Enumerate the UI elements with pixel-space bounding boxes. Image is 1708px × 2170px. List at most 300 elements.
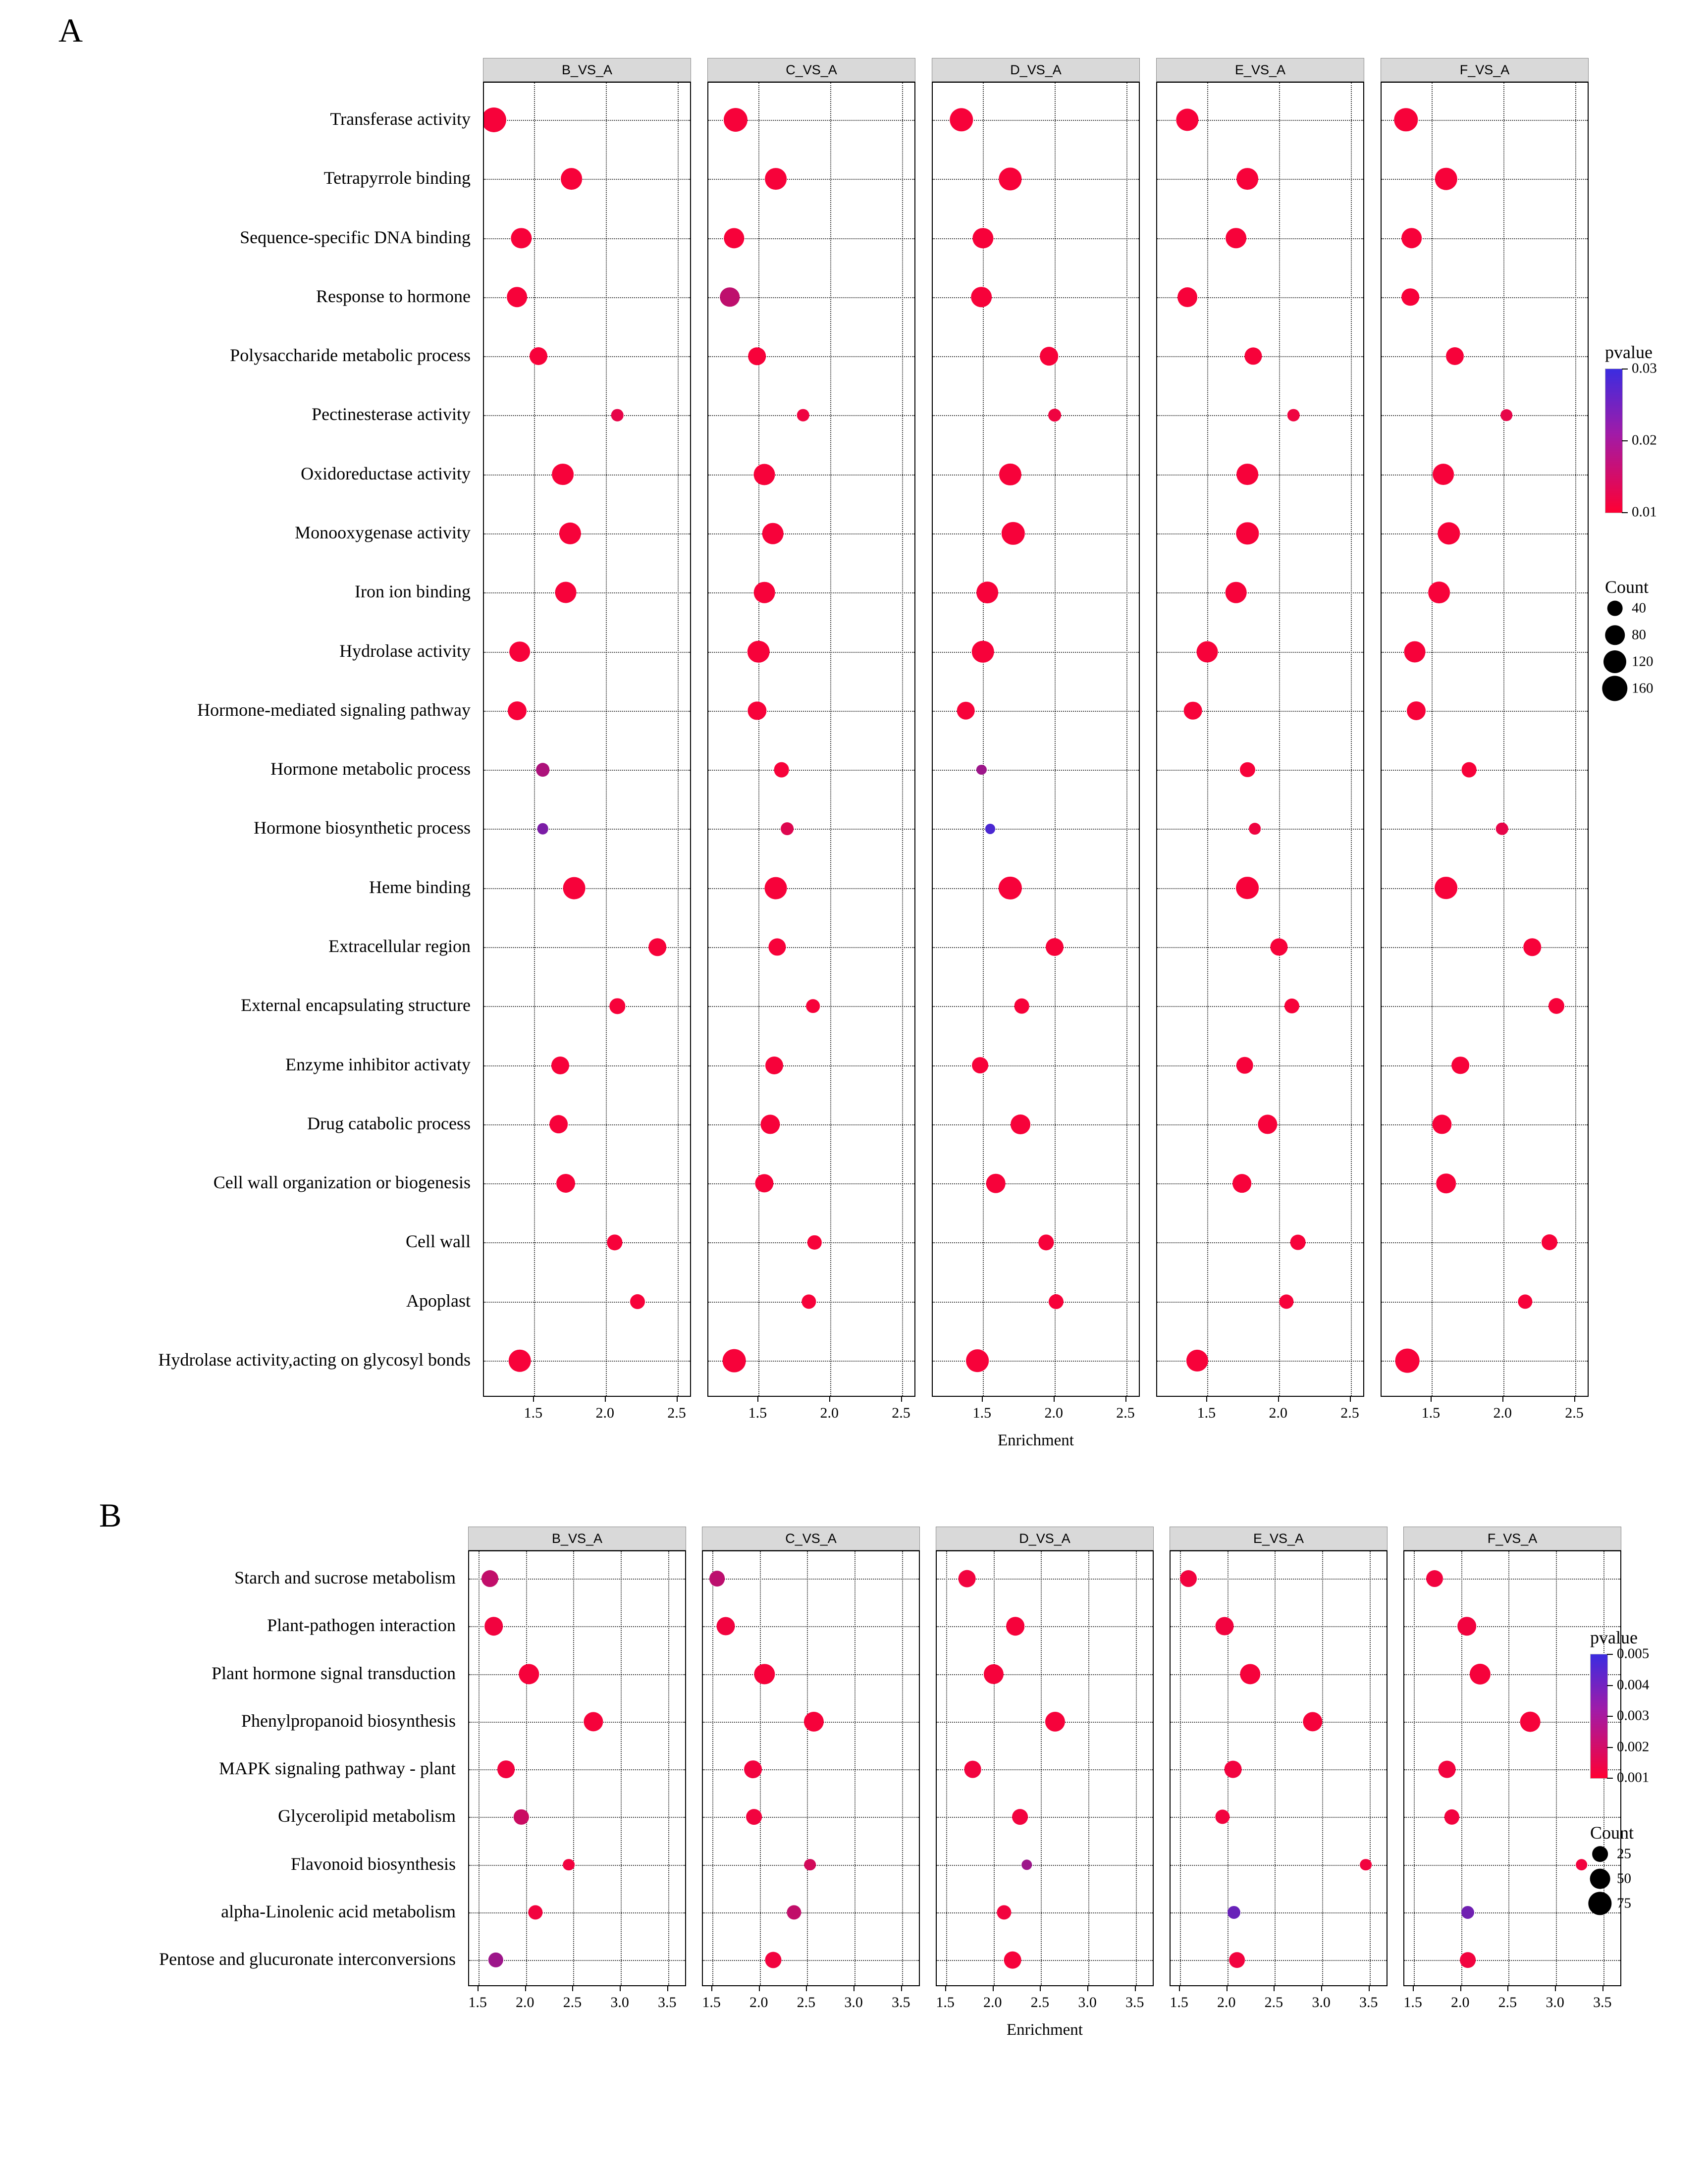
x-tick bbox=[605, 1397, 606, 1402]
gridline-horizontal bbox=[1171, 1817, 1387, 1818]
x-tick-label: 2.5 bbox=[1498, 1994, 1517, 2011]
gridline-horizontal bbox=[1157, 533, 1363, 534]
gridline-horizontal bbox=[708, 1065, 914, 1066]
y-axis-label: Glycerolipid metabolism bbox=[278, 1806, 456, 1826]
facet-panel-d_vs_a bbox=[936, 1550, 1154, 1986]
gridline-horizontal bbox=[484, 829, 690, 830]
y-axis-label: External encapsulating structure bbox=[241, 995, 471, 1015]
y-axis-label: Hydrolase activity bbox=[339, 640, 471, 661]
data-point bbox=[510, 641, 531, 662]
data-point bbox=[768, 938, 786, 955]
data-point bbox=[959, 1570, 976, 1588]
data-point bbox=[530, 347, 547, 365]
data-point bbox=[1228, 1906, 1240, 1919]
data-point bbox=[1576, 1859, 1588, 1871]
gridline-vertical bbox=[526, 1551, 527, 1985]
gridline-horizontal bbox=[703, 1912, 919, 1913]
data-point bbox=[1518, 1294, 1532, 1309]
data-point bbox=[481, 1570, 498, 1587]
data-point bbox=[976, 582, 998, 603]
data-point bbox=[1040, 347, 1059, 366]
gridline-horizontal bbox=[708, 711, 914, 712]
legend-colorbar-tick bbox=[1622, 369, 1628, 370]
gridline-horizontal bbox=[933, 1183, 1139, 1184]
x-tick-label: 3.0 bbox=[610, 1994, 629, 2011]
x-tick-label: 2.0 bbox=[516, 1994, 534, 2011]
data-point bbox=[973, 228, 993, 248]
gridline-horizontal bbox=[933, 770, 1139, 771]
data-point bbox=[1045, 1712, 1065, 1732]
data-point bbox=[1012, 1809, 1028, 1825]
gridline-horizontal bbox=[933, 592, 1139, 593]
data-point bbox=[804, 1712, 824, 1732]
data-point bbox=[797, 409, 809, 422]
data-point bbox=[1433, 464, 1454, 485]
x-tick-label: 2.0 bbox=[983, 1994, 1002, 2011]
data-point bbox=[1021, 1859, 1032, 1870]
data-point bbox=[1240, 1664, 1260, 1684]
gridline-vertical bbox=[668, 1551, 669, 1985]
data-point bbox=[507, 287, 528, 308]
y-axis-label: alpha-Linolenic acid metabolism bbox=[221, 1901, 456, 1921]
gridline-horizontal bbox=[703, 1817, 919, 1818]
gridline-horizontal bbox=[469, 1579, 685, 1580]
gridline-horizontal bbox=[1404, 1817, 1620, 1818]
legend-size-dot bbox=[1607, 601, 1623, 616]
x-tick bbox=[757, 1397, 758, 1402]
gridline-horizontal bbox=[708, 770, 914, 771]
x-tick-label: 2.0 bbox=[1451, 1994, 1470, 2011]
x-tick-label: 2.5 bbox=[1030, 1994, 1050, 2011]
legend-size-dot bbox=[1605, 625, 1625, 645]
gridline-horizontal bbox=[708, 888, 914, 889]
gridline-horizontal bbox=[933, 1006, 1139, 1007]
x-tick bbox=[1087, 1986, 1088, 1991]
data-point bbox=[563, 1859, 575, 1871]
data-point bbox=[807, 1235, 821, 1249]
x-tick-label: 2.0 bbox=[1044, 1405, 1063, 1421]
y-axis-label: Heme binding bbox=[369, 877, 471, 897]
gridline-vertical bbox=[712, 1551, 713, 1985]
gridline-horizontal bbox=[703, 1626, 919, 1627]
gridline-horizontal bbox=[708, 533, 914, 534]
gridline-horizontal bbox=[708, 356, 914, 357]
data-point bbox=[1435, 877, 1457, 900]
data-point bbox=[552, 464, 574, 485]
data-point bbox=[1271, 938, 1288, 955]
data-point bbox=[1428, 582, 1450, 603]
gridline-vertical bbox=[1279, 83, 1280, 1396]
y-axis-label: Polysaccharide metabolic process bbox=[230, 345, 471, 366]
x-tick-label: 1.5 bbox=[1403, 1994, 1422, 2011]
data-point bbox=[716, 1617, 735, 1636]
x-tick bbox=[1321, 1986, 1322, 1991]
y-axis-label: Phenylpropanoid biosynthesis bbox=[241, 1710, 456, 1731]
data-point bbox=[1004, 1952, 1021, 1969]
data-point bbox=[559, 523, 581, 544]
gridline-horizontal bbox=[1171, 1865, 1387, 1866]
gridline-horizontal bbox=[708, 179, 914, 180]
gridline-vertical bbox=[1575, 83, 1576, 1396]
legend-colorbar-label: 0.004 bbox=[1617, 1677, 1650, 1693]
x-tick-label: 1.5 bbox=[524, 1405, 543, 1421]
data-point bbox=[966, 1349, 989, 1372]
legend-size-label: 40 bbox=[1632, 600, 1646, 616]
data-point bbox=[997, 1905, 1011, 1919]
x-axis-title: Enrichment bbox=[1007, 2021, 1083, 2039]
gridline-horizontal bbox=[933, 1302, 1139, 1303]
gridline-horizontal bbox=[1404, 1722, 1620, 1723]
y-axis-label: Extracellular region bbox=[328, 936, 471, 956]
y-axis-label: Flavonoid biosynthesis bbox=[290, 1853, 456, 1874]
data-point bbox=[1548, 998, 1564, 1014]
data-point bbox=[483, 107, 506, 132]
gridline-horizontal bbox=[1404, 1769, 1620, 1770]
x-tick-label: 3.5 bbox=[891, 1994, 910, 2011]
gridline-horizontal bbox=[1404, 1865, 1620, 1866]
x-tick-label: 2.5 bbox=[667, 1405, 686, 1421]
gridline-horizontal bbox=[1404, 1912, 1620, 1913]
kegg-enrichment-chart bbox=[0, 1486, 1708, 2170]
data-point bbox=[484, 1617, 503, 1636]
data-point bbox=[1523, 938, 1541, 956]
x-tick-label: 3.0 bbox=[1546, 1994, 1564, 2011]
x-tick-label: 2.5 bbox=[563, 1994, 582, 2011]
data-point bbox=[1249, 823, 1261, 835]
gridline-horizontal bbox=[484, 533, 690, 534]
x-tick-label: 1.5 bbox=[468, 1994, 487, 2011]
data-point bbox=[984, 1664, 1004, 1684]
data-point bbox=[957, 702, 975, 720]
legend-colorbar bbox=[1590, 1654, 1608, 1779]
data-point bbox=[537, 823, 548, 835]
gridline-horizontal bbox=[1157, 888, 1363, 889]
data-point bbox=[1460, 1952, 1476, 1968]
data-point bbox=[649, 938, 667, 956]
y-axis-label: Monooxygenase activity bbox=[295, 523, 471, 542]
data-point bbox=[754, 1664, 775, 1684]
legend-title-pvalue: pvalue bbox=[1605, 342, 1653, 362]
facet-strip-d_vs_a: D_VS_A bbox=[936, 1527, 1154, 1550]
gridline-horizontal bbox=[933, 888, 1139, 889]
gridline-vertical bbox=[994, 1551, 995, 1985]
data-point bbox=[1444, 1809, 1459, 1824]
gridline-horizontal bbox=[1157, 475, 1363, 476]
gridline-horizontal bbox=[469, 1912, 685, 1913]
gridline-vertical bbox=[1126, 83, 1127, 1396]
data-point bbox=[1284, 999, 1299, 1013]
y-axis-label: Hormone-mediated signaling pathway bbox=[197, 699, 471, 720]
gridline-horizontal bbox=[1382, 947, 1588, 948]
facet-panel-f_vs_a bbox=[1403, 1550, 1621, 1986]
gridline-horizontal bbox=[1171, 1674, 1387, 1675]
x-tick bbox=[1555, 1986, 1556, 1991]
panel-letter-b: B bbox=[99, 1496, 122, 1534]
x-tick bbox=[1431, 1397, 1432, 1402]
gridline-horizontal bbox=[933, 652, 1139, 653]
x-tick bbox=[982, 1397, 983, 1402]
gridline-horizontal bbox=[484, 179, 690, 180]
data-point bbox=[1435, 168, 1457, 190]
gridline-horizontal bbox=[933, 1065, 1139, 1066]
data-point bbox=[760, 1114, 780, 1134]
data-point bbox=[1226, 228, 1246, 249]
gridline-horizontal bbox=[708, 415, 914, 416]
y-axis-label: Plant hormone signal transduction bbox=[212, 1663, 456, 1683]
data-point bbox=[787, 1905, 801, 1919]
gridline-horizontal bbox=[937, 1674, 1153, 1675]
data-point bbox=[488, 1953, 503, 1967]
x-tick-label: 3.0 bbox=[1078, 1994, 1097, 2011]
x-tick-label: 2.0 bbox=[595, 1405, 614, 1421]
y-axis-label: Sequence-specific DNA binding bbox=[240, 227, 471, 247]
legend-colorbar-label: 0.03 bbox=[1632, 360, 1657, 376]
x-tick bbox=[806, 1986, 807, 1991]
data-point bbox=[1197, 641, 1218, 662]
data-point bbox=[555, 582, 577, 603]
facet-strip-c_vs_a: C_VS_A bbox=[707, 58, 915, 82]
facet-panel-b_vs_a bbox=[483, 82, 691, 1397]
data-point bbox=[551, 1057, 569, 1074]
gridline-horizontal bbox=[484, 1006, 690, 1007]
gridline-horizontal bbox=[933, 475, 1139, 476]
legend-size-label: 120 bbox=[1632, 653, 1654, 670]
x-tick-label: 3.5 bbox=[1359, 1994, 1378, 2011]
gridline-horizontal bbox=[1404, 1626, 1620, 1627]
data-point bbox=[1404, 641, 1425, 662]
x-tick-label: 1.5 bbox=[702, 1994, 721, 2011]
gridline-vertical bbox=[1508, 1551, 1509, 1985]
x-tick-label: 2.0 bbox=[820, 1405, 839, 1421]
gridline-horizontal bbox=[1171, 1579, 1387, 1580]
gridline-horizontal bbox=[1382, 415, 1588, 416]
facet-panel-e_vs_a bbox=[1156, 82, 1364, 1397]
data-point bbox=[720, 287, 740, 307]
gridline-vertical bbox=[1556, 1551, 1557, 1985]
gridline-vertical bbox=[946, 1551, 947, 1985]
gridline-vertical bbox=[1370, 1551, 1371, 1985]
data-point bbox=[511, 228, 532, 248]
y-axis-label: Cell wall bbox=[406, 1231, 471, 1252]
gridline-horizontal bbox=[1157, 947, 1363, 948]
data-point bbox=[584, 1712, 603, 1731]
gridline-horizontal bbox=[484, 475, 690, 476]
gridline-vertical bbox=[1322, 1551, 1323, 1985]
x-tick bbox=[1206, 1397, 1207, 1402]
x-tick-label: 2.5 bbox=[1565, 1405, 1584, 1421]
x-tick-label: 3.5 bbox=[1125, 1994, 1144, 2011]
x-tick bbox=[478, 1986, 479, 1991]
gridline-horizontal bbox=[1382, 1065, 1588, 1066]
x-tick-label: 1.5 bbox=[1197, 1405, 1216, 1421]
gridline-vertical bbox=[1503, 83, 1504, 1396]
data-point bbox=[976, 765, 986, 775]
x-tick bbox=[1125, 1397, 1126, 1402]
data-point bbox=[1395, 1349, 1420, 1373]
data-point bbox=[1229, 1952, 1245, 1968]
data-point bbox=[1002, 522, 1024, 545]
gridline-horizontal bbox=[933, 1124, 1139, 1125]
gridline-horizontal bbox=[1157, 652, 1363, 653]
data-point bbox=[754, 582, 775, 603]
x-tick-label: 2.5 bbox=[1264, 1994, 1283, 2011]
data-point bbox=[765, 1057, 783, 1074]
gridline-horizontal bbox=[484, 120, 690, 121]
facet-strip-f_vs_a: F_VS_A bbox=[1403, 1527, 1621, 1550]
y-axis-label: Tetrapyrrole binding bbox=[323, 168, 471, 188]
x-tick-label: 2.0 bbox=[1217, 1994, 1236, 2011]
data-point bbox=[497, 1760, 515, 1778]
legend-title-pvalue: pvalue bbox=[1590, 1628, 1638, 1647]
x-tick bbox=[525, 1986, 526, 1991]
gridline-vertical bbox=[1207, 83, 1208, 1396]
gridline-vertical bbox=[1088, 1551, 1089, 1985]
data-point bbox=[801, 1294, 816, 1309]
gridline-horizontal bbox=[1404, 1674, 1620, 1675]
data-point bbox=[1520, 1711, 1541, 1732]
legend-size-dot bbox=[1602, 676, 1627, 701]
data-point bbox=[528, 1905, 542, 1919]
gridline-vertical bbox=[1351, 83, 1352, 1396]
gridline-horizontal bbox=[1404, 1960, 1620, 1961]
gridline-horizontal bbox=[933, 829, 1139, 830]
legend-colorbar-tick bbox=[1607, 1654, 1613, 1655]
gridline-horizontal bbox=[933, 947, 1139, 948]
gridline-vertical bbox=[758, 83, 759, 1396]
data-point bbox=[610, 999, 625, 1014]
y-axis-label: Oxidoreductase activity bbox=[301, 463, 471, 483]
data-point bbox=[1401, 228, 1422, 249]
gridline-horizontal bbox=[1157, 179, 1363, 180]
x-tick-label: 3.5 bbox=[657, 1994, 677, 2011]
gridline-horizontal bbox=[933, 1361, 1139, 1362]
gridline-horizontal bbox=[484, 770, 690, 771]
data-point bbox=[1186, 1350, 1208, 1372]
x-tick bbox=[1369, 1986, 1370, 1991]
data-point bbox=[1048, 409, 1061, 422]
data-point bbox=[536, 763, 550, 777]
legend-colorbar-tick bbox=[1622, 512, 1628, 513]
data-point bbox=[964, 1761, 981, 1778]
data-point bbox=[607, 1235, 622, 1250]
x-tick bbox=[1413, 1986, 1414, 1991]
x-tick bbox=[1602, 1986, 1603, 1991]
data-point bbox=[1401, 288, 1419, 306]
gridline-horizontal bbox=[933, 1242, 1139, 1243]
gridline-horizontal bbox=[1382, 533, 1588, 534]
legend-size-dot bbox=[1603, 650, 1626, 673]
x-tick bbox=[1460, 1986, 1461, 1991]
data-point bbox=[1394, 108, 1418, 131]
gridline-vertical bbox=[830, 83, 831, 1396]
x-tick bbox=[993, 1986, 994, 1991]
x-tick-label: 1.5 bbox=[1170, 1994, 1188, 2011]
gridline-horizontal bbox=[708, 1183, 914, 1184]
gridline-vertical bbox=[1055, 83, 1056, 1396]
facet-panel-b_vs_a bbox=[468, 1550, 686, 1986]
x-tick bbox=[1227, 1986, 1228, 1991]
gridline-vertical bbox=[983, 83, 984, 1396]
gridline-horizontal bbox=[484, 1065, 690, 1066]
gridline-horizontal bbox=[1171, 1626, 1387, 1627]
x-tick-label: 1.5 bbox=[972, 1405, 992, 1421]
facet-panel-c_vs_a bbox=[702, 1550, 920, 1986]
data-point bbox=[1177, 287, 1197, 307]
data-point bbox=[1500, 410, 1512, 422]
gridline-horizontal bbox=[1382, 1302, 1588, 1303]
x-tick-label: 1.5 bbox=[1421, 1405, 1441, 1421]
data-point bbox=[1240, 762, 1255, 777]
data-point bbox=[746, 1809, 762, 1825]
data-point bbox=[1236, 877, 1259, 900]
data-point bbox=[748, 701, 766, 720]
gridline-horizontal bbox=[1171, 1722, 1387, 1723]
legend-title-count: Count bbox=[1605, 577, 1649, 597]
facet-strip-b_vs_a: B_VS_A bbox=[468, 1527, 686, 1550]
gridline-horizontal bbox=[708, 1124, 914, 1125]
gridline-vertical bbox=[1136, 1551, 1137, 1985]
x-tick-label: 1.5 bbox=[748, 1405, 767, 1421]
x-tick bbox=[1135, 1986, 1136, 1991]
gridline-horizontal bbox=[1157, 770, 1363, 771]
gridline-horizontal bbox=[1382, 1124, 1588, 1125]
gridline-horizontal bbox=[1382, 179, 1588, 180]
gridline-horizontal bbox=[708, 475, 914, 476]
data-point bbox=[999, 877, 1021, 900]
gridline-horizontal bbox=[937, 1960, 1153, 1961]
data-point bbox=[1457, 1617, 1476, 1636]
y-axis-label: Transferase activity bbox=[330, 109, 471, 129]
x-tick-label: 2.5 bbox=[1340, 1405, 1359, 1421]
legend-size-label: 75 bbox=[1617, 1895, 1631, 1911]
data-point bbox=[1461, 1906, 1474, 1919]
y-axis-label: Drug catabolic process bbox=[307, 1113, 471, 1133]
legend-size-label: 160 bbox=[1632, 680, 1654, 696]
y-axis-label: Plant-pathogen interaction bbox=[267, 1615, 456, 1636]
gridline-vertical bbox=[678, 83, 679, 1396]
data-point bbox=[1542, 1234, 1557, 1250]
data-point bbox=[753, 464, 775, 485]
data-point bbox=[1006, 1617, 1025, 1636]
legend-size-dot bbox=[1592, 1846, 1608, 1862]
gridline-horizontal bbox=[1382, 829, 1588, 830]
gridline-vertical bbox=[1461, 1551, 1462, 1985]
legend-colorbar-label: 0.002 bbox=[1617, 1739, 1650, 1754]
gridline-vertical bbox=[573, 1551, 574, 1985]
gridline-horizontal bbox=[469, 1722, 685, 1723]
gridline-horizontal bbox=[937, 1912, 1153, 1913]
data-point bbox=[1180, 1570, 1197, 1587]
gridline-horizontal bbox=[469, 1674, 685, 1675]
facet-strip-b_vs_a: B_VS_A bbox=[483, 58, 691, 82]
x-tick bbox=[711, 1986, 712, 1991]
gridline-horizontal bbox=[703, 1579, 919, 1580]
data-point bbox=[556, 1174, 575, 1193]
gridline-horizontal bbox=[484, 1183, 690, 1184]
legend-title-count: Count bbox=[1590, 1823, 1634, 1843]
data-point bbox=[1011, 1114, 1030, 1134]
gridline-vertical bbox=[1275, 1551, 1276, 1985]
legend-colorbar-label: 0.01 bbox=[1632, 504, 1657, 520]
gridline-horizontal bbox=[1157, 1006, 1363, 1007]
data-point bbox=[755, 1174, 773, 1193]
data-point bbox=[1446, 347, 1464, 365]
data-point bbox=[972, 640, 994, 663]
gridline-horizontal bbox=[1171, 1960, 1387, 1961]
gridline-vertical bbox=[1414, 1551, 1415, 1985]
data-point bbox=[1426, 1570, 1443, 1587]
data-point bbox=[781, 823, 794, 836]
